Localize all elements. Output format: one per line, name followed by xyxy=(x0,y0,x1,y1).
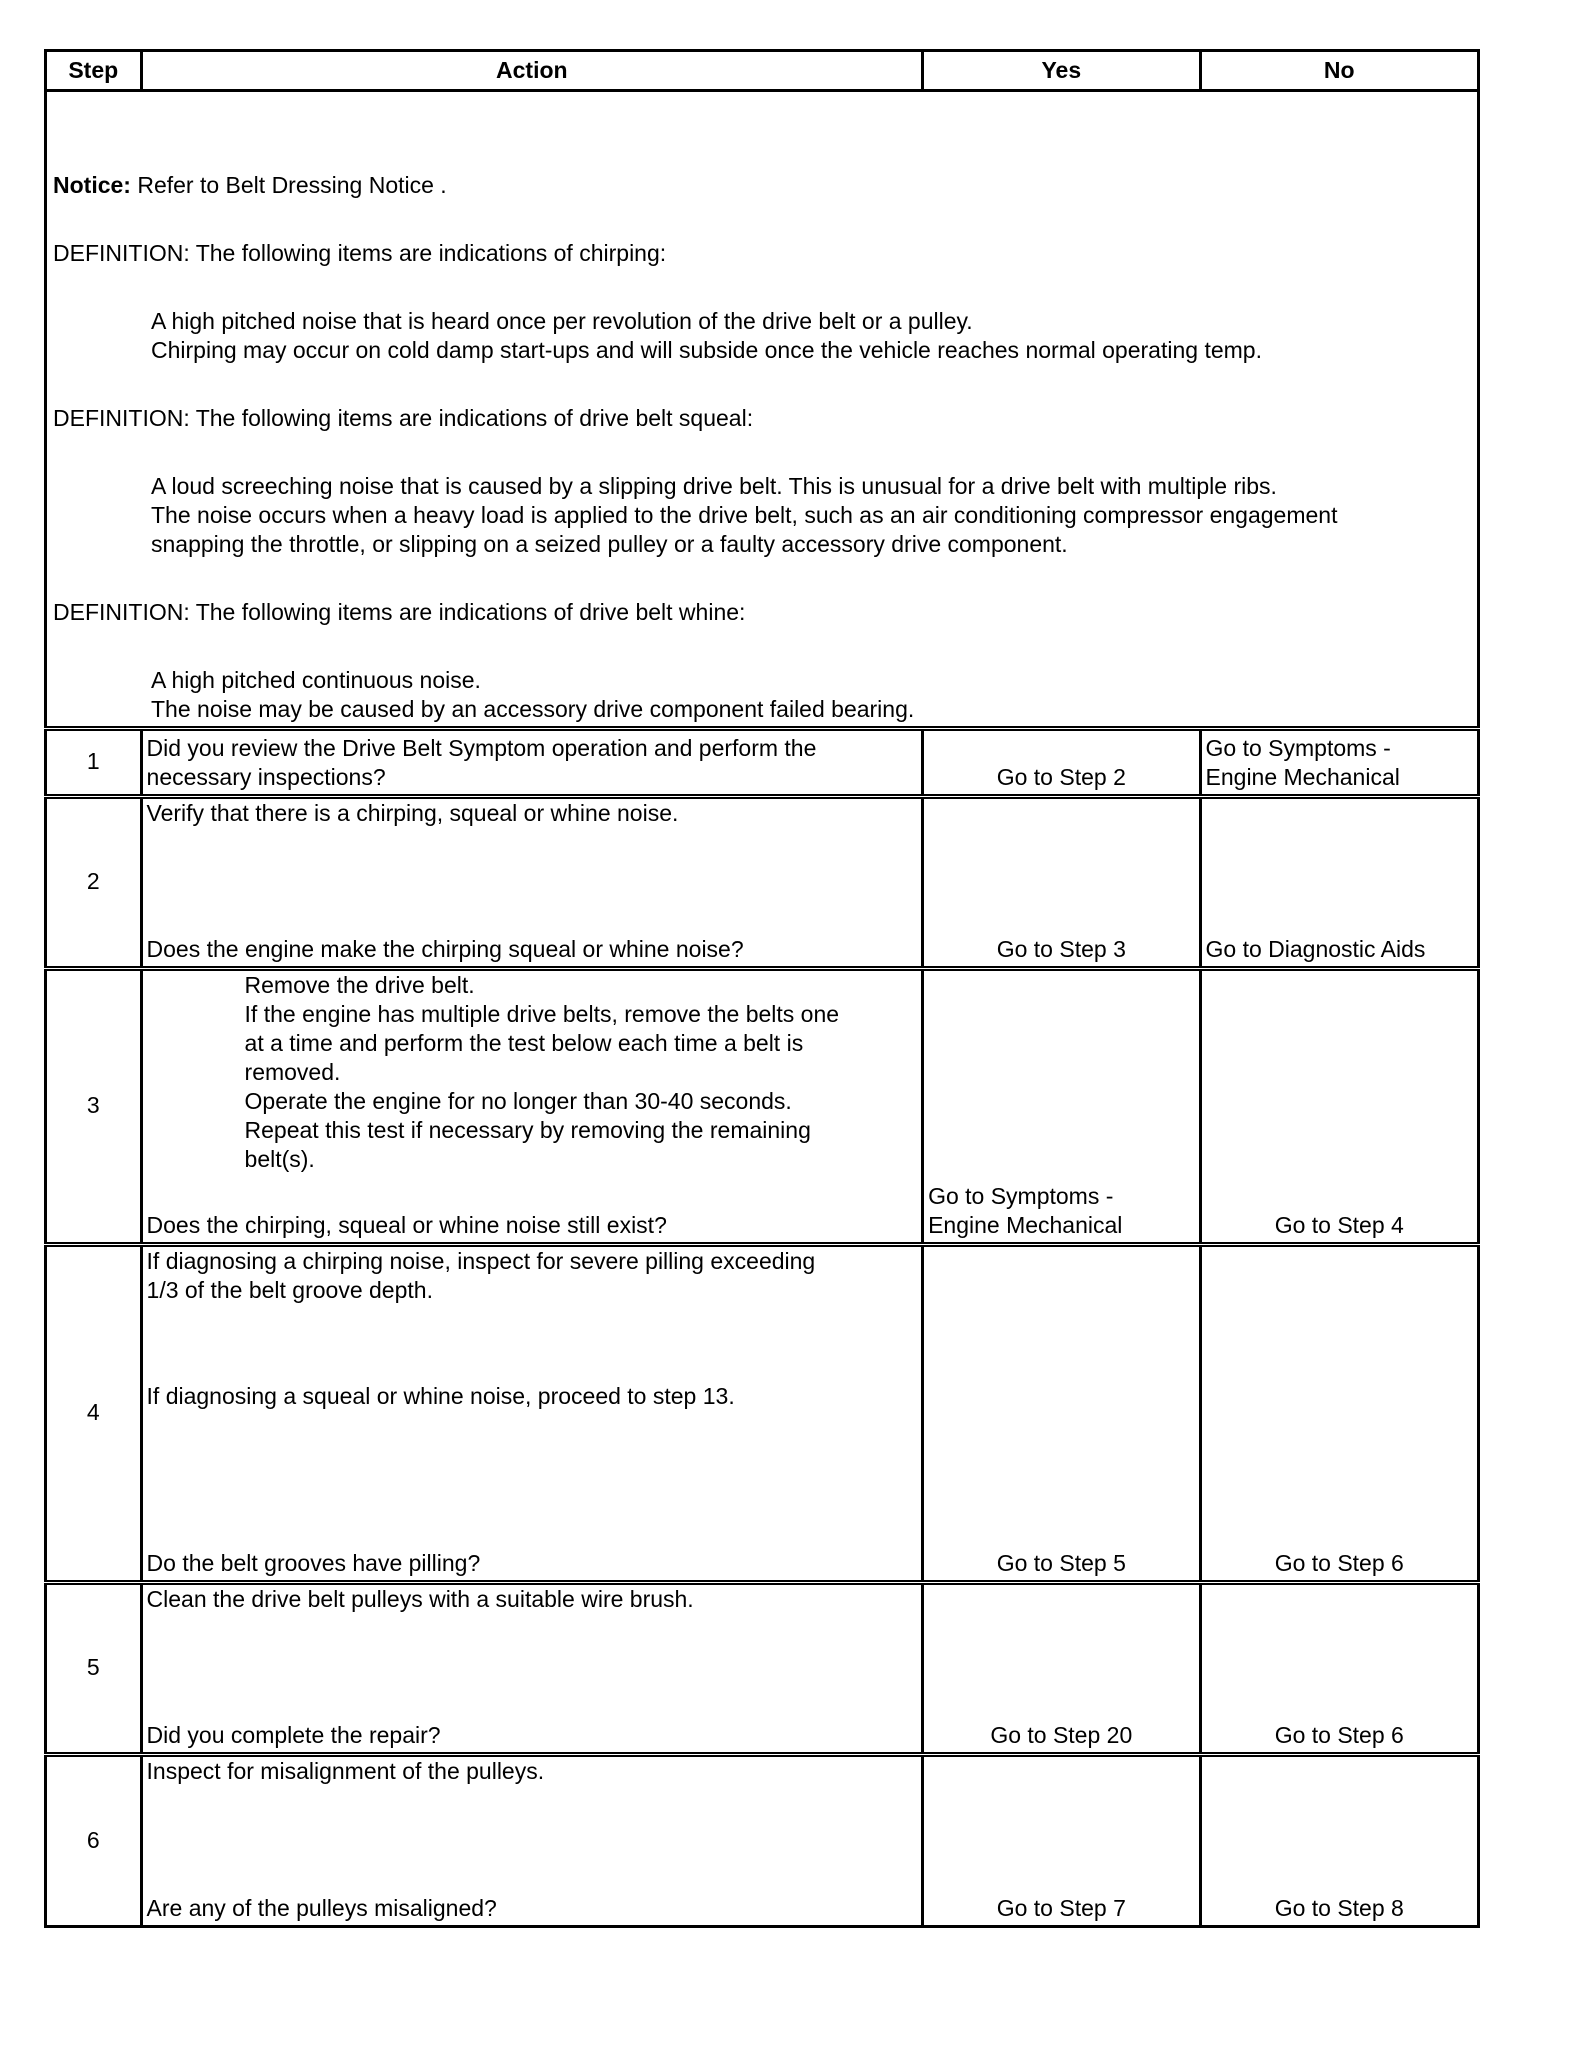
action-line: Clean the drive belt pulleys with a suitable wire brush. xyxy=(146,1586,694,1612)
whine-text-1: A high pitched continuous noise. xyxy=(151,667,481,693)
action-question: Did you complete the repair? xyxy=(146,1722,441,1748)
step-yes: Go to Step 2 xyxy=(923,729,1200,797)
step-number: 1 xyxy=(46,729,142,797)
action-question: necessary inspections? xyxy=(146,764,386,790)
step-yes: Go to Step 5 xyxy=(923,1245,1200,1583)
action-line: Inspect for misalignment of the pulleys. xyxy=(146,1758,545,1784)
chirp-text-2: Chirping may occur on cold damp start-ups and will subside once the vehicle reaches normal operating temp. xyxy=(151,337,1262,363)
header-no: No xyxy=(1200,51,1478,91)
header-step: Step xyxy=(46,51,142,91)
step-action xyxy=(141,1583,923,1755)
yes-line: Go to Symptoms - xyxy=(928,1183,1114,1209)
action-question: Does the engine make the chirping squeal or whine noise? xyxy=(146,936,744,962)
step-number: 5 xyxy=(46,1583,142,1755)
action-bullet: If the engine has multiple drive belts, remove the belts one xyxy=(244,1001,840,1027)
action-bullet: Operate the engine for no longer than 30-40 seconds. xyxy=(244,1088,792,1114)
header-row xyxy=(46,51,1479,91)
step-no: Go to Step 8 xyxy=(1200,1755,1478,1927)
squeal-text-2: The noise occurs when a heavy load is applied to the drive belt, such as an air conditioning compressor engagement xyxy=(151,502,1338,528)
notice-text: Refer to Belt Dressing Notice . xyxy=(130,172,447,198)
notice-cell xyxy=(46,91,1479,729)
diagnostic-table xyxy=(44,49,1480,1928)
step-yes xyxy=(923,969,1200,1245)
action-bullet: Remove the drive belt. xyxy=(244,972,475,998)
whine-text-2: The noise may be caused by an accessory drive component failed bearing. xyxy=(151,696,915,722)
header-action: Action xyxy=(141,51,923,91)
step-number: 6 xyxy=(46,1755,142,1927)
action-line: Verify that there is a chirping, squeal or whine noise. xyxy=(146,800,679,826)
step-no: Go to Step 4 xyxy=(1200,969,1478,1245)
no-line: Engine Mechanical xyxy=(1205,764,1400,790)
definition-squeal: DEFINITION: The following items are indications of drive belt squeal: xyxy=(53,405,754,431)
diagnostic-table-page xyxy=(44,49,1480,1928)
notice-row xyxy=(46,91,1479,729)
step-action xyxy=(141,729,923,797)
action-question: Are any of the pulleys misaligned? xyxy=(146,1895,497,1921)
step-action xyxy=(141,969,923,1245)
yes-line: Engine Mechanical xyxy=(928,1212,1123,1238)
squeal-text-1: A loud screeching noise that is caused by a slipping drive belt. This is unusual for a drive belt with multiple ribs. xyxy=(151,473,1277,499)
step-action xyxy=(141,1245,923,1583)
chirp-text-1: A high pitched noise that is heard once per revolution of the drive belt or a pulley. xyxy=(151,308,973,334)
step-row-6 xyxy=(46,1755,1479,1927)
action-line: Did you review the Drive Belt Symptom operation and perform the xyxy=(146,735,817,761)
step-no: Go to Step 6 xyxy=(1200,1245,1478,1583)
step-yes: Go to Step 7 xyxy=(923,1755,1200,1927)
step-no: Go to Diagnostic Aids xyxy=(1200,797,1478,969)
action-line: If diagnosing a chirping noise, inspect for severe pilling exceeding xyxy=(146,1248,816,1274)
step-no xyxy=(1200,729,1478,797)
action-line: 1/3 of the belt groove depth. xyxy=(146,1277,433,1303)
step-row-2 xyxy=(46,797,1479,969)
action-line: If diagnosing a squeal or whine noise, proceed to step 13. xyxy=(146,1383,735,1409)
action-bullet: removed. xyxy=(244,1059,341,1085)
notice-line xyxy=(53,171,1477,200)
step-yes: Go to Step 20 xyxy=(923,1583,1200,1755)
step-action xyxy=(141,1755,923,1927)
step-action xyxy=(141,797,923,969)
squeal-text-3: snapping the throttle, or slipping on a seized pulley or a faulty accessory drive component. xyxy=(151,531,1068,557)
definition-chirping: DEFINITION: The following items are indications of chirping: xyxy=(53,240,667,266)
step-no: Go to Step 6 xyxy=(1200,1583,1478,1755)
step-row-4 xyxy=(46,1245,1479,1583)
action-question: Does the chirping, squeal or whine noise still exist? xyxy=(146,1212,667,1238)
step-number: 2 xyxy=(46,797,142,969)
step-row-3 xyxy=(46,969,1479,1245)
header-yes: Yes xyxy=(923,51,1200,91)
step-row-5 xyxy=(46,1583,1479,1755)
step-number: 4 xyxy=(46,1245,142,1583)
action-question: Do the belt grooves have pilling? xyxy=(146,1550,481,1576)
definition-whine: DEFINITION: The following items are indications of drive belt whine: xyxy=(53,599,746,625)
notice-label: Notice: xyxy=(53,172,131,198)
no-line: Go to Symptoms - xyxy=(1205,735,1391,761)
action-bullet: belt(s). xyxy=(244,1146,315,1172)
step-row-1 xyxy=(46,729,1479,797)
action-bullet: at a time and perform the test below each time a belt is xyxy=(244,1030,804,1056)
action-bullet: Repeat this test if necessary by removing the remaining xyxy=(244,1117,811,1143)
step-number: 3 xyxy=(46,969,142,1245)
step-yes: Go to Step 3 xyxy=(923,797,1200,969)
